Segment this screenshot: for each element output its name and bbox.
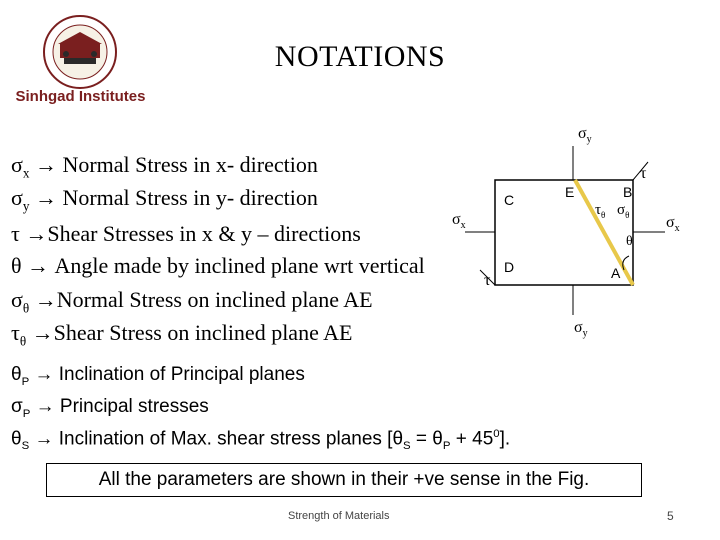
symbol: σ [11,152,23,177]
label-tau-top: τ [640,165,647,182]
label-d: D [504,259,515,275]
arrow-icon: → [35,396,55,417]
notation-tau [11,221,361,247]
symbol: τ [11,221,20,246]
label-sigma-y-bottom: $\sigma_y$ [574,319,588,339]
notation-text: = θ [410,428,443,450]
label-sigma-x-left: $\sigma_x$ [452,211,466,231]
arrow-icon: → [34,287,57,312]
symbol: θ [11,253,22,278]
symbol: θ [11,428,22,450]
subscript: P [442,440,451,453]
notation-text: Inclination of Principal planes [53,364,305,385]
arrow-icon: → [25,221,48,246]
label-sigma-x-right: $\sigma_x$ [666,214,680,234]
arrow-icon: → [34,185,57,210]
notation-text: Inclination of Max. shear stress planes [θ [53,428,404,450]
symbol: σ [11,185,23,210]
sign-convention-note: All the parameters are shown in their +ve sense in the Fig. [46,463,642,497]
subscript: θ [19,333,27,349]
label-a: A [611,265,621,281]
page-number: 5 [667,509,674,523]
subscript: y [22,198,30,214]
symbol: σ [11,287,23,312]
label-sigma-theta: $\sigma_\theta$ [617,202,630,220]
notation-sigma-theta [11,287,373,316]
notation-text: Principal stresses [54,396,209,417]
arrow-icon: → [34,152,57,177]
notation-sigma-x [11,152,318,181]
subscript: S [21,440,30,453]
subscript: x [22,165,30,181]
theta-arc [623,256,629,270]
symbol: τ [11,320,20,345]
subscript: P [21,375,30,388]
symbol: σ [11,396,23,417]
notation-text: ]. [499,428,511,450]
arrow-icon: → [31,320,54,345]
notation-text: Normal Stress on inclined plane AE [56,287,373,312]
arrow-icon: → [34,364,54,385]
label-tau-theta: $\tau_\theta$ [595,202,606,220]
footer-course-name: Strength of Materials [288,510,390,522]
superscript: 0 [493,428,500,440]
notation-text: Angle made by inclined plane wrt vertical [49,253,425,278]
notation-theta-p [11,364,305,388]
subscript: S [403,440,411,453]
notation-text: Shear Stress on inclined plane AE [53,320,353,345]
page-title: NOTATIONS [274,40,446,73]
label-theta: θ [626,234,633,249]
notation-text: Normal Stress in x- direction [56,152,318,177]
subscript: θ [22,300,30,316]
notation-text: Shear Stresses in x & y – directions [47,221,361,246]
notation-sigma-p [11,396,209,420]
notation-text: Normal Stress in y- direction [56,185,318,210]
label-sigma-y-top: $\sigma_y$ [578,125,592,145]
label-c: C [504,192,515,208]
notation-theta-s [11,428,510,452]
notation-text: + 45 [450,428,494,450]
arrow-icon: → [27,253,50,278]
notation-sigma-y [11,185,318,214]
notation-tau-theta [11,320,352,349]
symbol: θ [11,364,22,385]
label-e: E [565,184,575,200]
logo-text: Sinhgad Institutes [15,88,146,105]
label-b: B [623,184,633,200]
stress-element-diagram [440,110,700,350]
notation-theta [11,253,425,279]
subscript: P [22,407,31,420]
arrow-icon: → [34,428,54,450]
label-tau-bottom: τ [484,272,491,289]
